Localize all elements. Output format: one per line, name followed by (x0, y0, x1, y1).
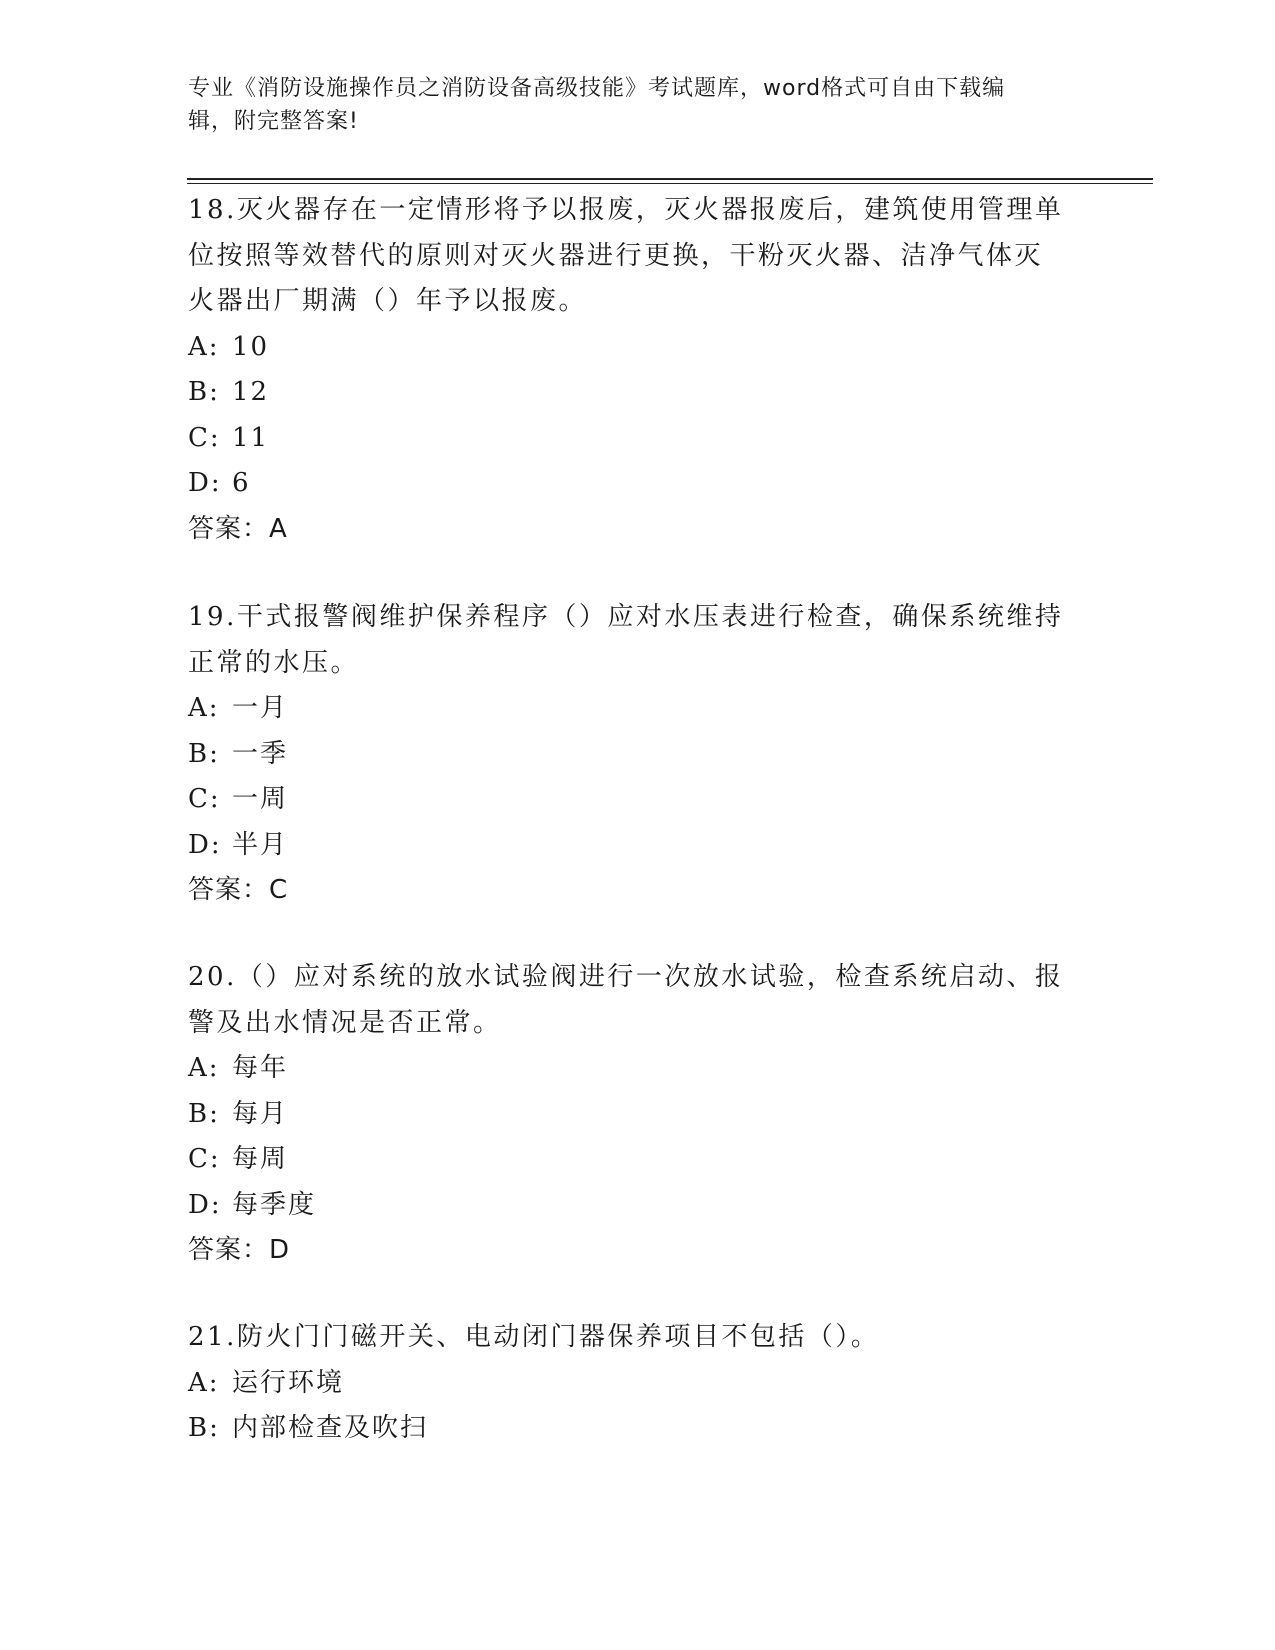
question-line: 正常的水压。 (188, 647, 360, 678)
question-line: 位按照等效替代的原则对灭火器进行更换，干粉灭火器、洁净气体灭 (188, 240, 1044, 271)
question-18 (188, 188, 1088, 552)
option-text: 10 (232, 331, 270, 362)
question-text (188, 188, 1088, 325)
option-c (188, 1137, 1088, 1183)
option-key: D: (188, 1189, 222, 1220)
question-line: 警及出水情况是否正常。 (188, 1007, 502, 1038)
option-text: 每季度 (232, 1189, 317, 1220)
option-text: 一月 (232, 693, 289, 723)
question-21 (188, 1315, 1088, 1452)
question-text (188, 1315, 1088, 1361)
option-key: D: (188, 468, 222, 498)
option-key: C: (188, 784, 221, 814)
question-line: 21.防火门门磁开关、电动闭门器保养项目不包括（）。 (188, 1322, 880, 1352)
option-key: C: (188, 422, 221, 453)
option-d (188, 461, 1088, 507)
document-header (188, 72, 1078, 138)
option-b (188, 370, 1088, 416)
answer: 答案：C (188, 875, 289, 905)
header-divider-thin (187, 183, 1153, 184)
option-key: A: (188, 1053, 220, 1083)
option-a (188, 325, 1088, 371)
option-key: B: (188, 1098, 220, 1129)
question-text (188, 955, 1088, 1046)
option-text: 每周 (232, 1144, 289, 1174)
option-d (188, 1183, 1088, 1229)
option-key: D: (188, 829, 222, 860)
option-key: A: (188, 1367, 220, 1398)
option-text: 内部检查及吹扫 (232, 1413, 429, 1443)
option-text: 6 (232, 468, 251, 498)
header-divider-thick (187, 178, 1153, 180)
option-b (188, 732, 1088, 778)
option-key: B: (188, 738, 220, 769)
option-a (188, 1361, 1088, 1407)
option-text: 每月 (232, 1098, 289, 1129)
question-line: 19.干式报警阀维护保养程序（）应对水压表进行检查，确保系统维持 (188, 602, 1064, 632)
option-text: 11 (232, 422, 270, 453)
option-text: 每年 (232, 1053, 289, 1083)
option-b (188, 1092, 1088, 1138)
option-a (188, 686, 1088, 732)
answer: 答案：D (188, 1235, 291, 1265)
option-key: A: (188, 331, 220, 362)
option-key: A: (188, 693, 220, 723)
option-b (188, 1406, 1088, 1452)
question-line: 火器出厂期满（）年予以报废。 (188, 286, 588, 316)
option-c (188, 416, 1088, 462)
question-text (188, 595, 1088, 686)
option-text: 半月 (232, 829, 289, 860)
question-line: 18.灭火器存在一定情形将予以报废，灭火器报废后，建筑使用管理单 (188, 195, 1064, 225)
header-line-1: 专业《消防设施操作员之消防设备高级技能》考试题库，word格式可自由下载编 (188, 76, 1006, 101)
answer: 答案：A (188, 513, 288, 544)
option-text: 一周 (232, 784, 289, 814)
question-line: 20.（）应对系统的放水试验阀进行一次放水试验，检查系统启动、报 (188, 962, 1064, 992)
header-line-2: 辑，附完整答案! (188, 109, 359, 134)
question-19 (188, 595, 1088, 914)
option-a (188, 1046, 1088, 1092)
question-20 (188, 955, 1088, 1274)
option-key: B: (188, 1413, 220, 1443)
option-text: 一季 (232, 738, 289, 769)
option-key: B: (188, 377, 220, 407)
option-d (188, 823, 1088, 869)
option-key: C: (188, 1144, 221, 1174)
option-text: 12 (232, 377, 270, 407)
option-c (188, 777, 1088, 823)
option-text: 运行环境 (232, 1367, 345, 1398)
